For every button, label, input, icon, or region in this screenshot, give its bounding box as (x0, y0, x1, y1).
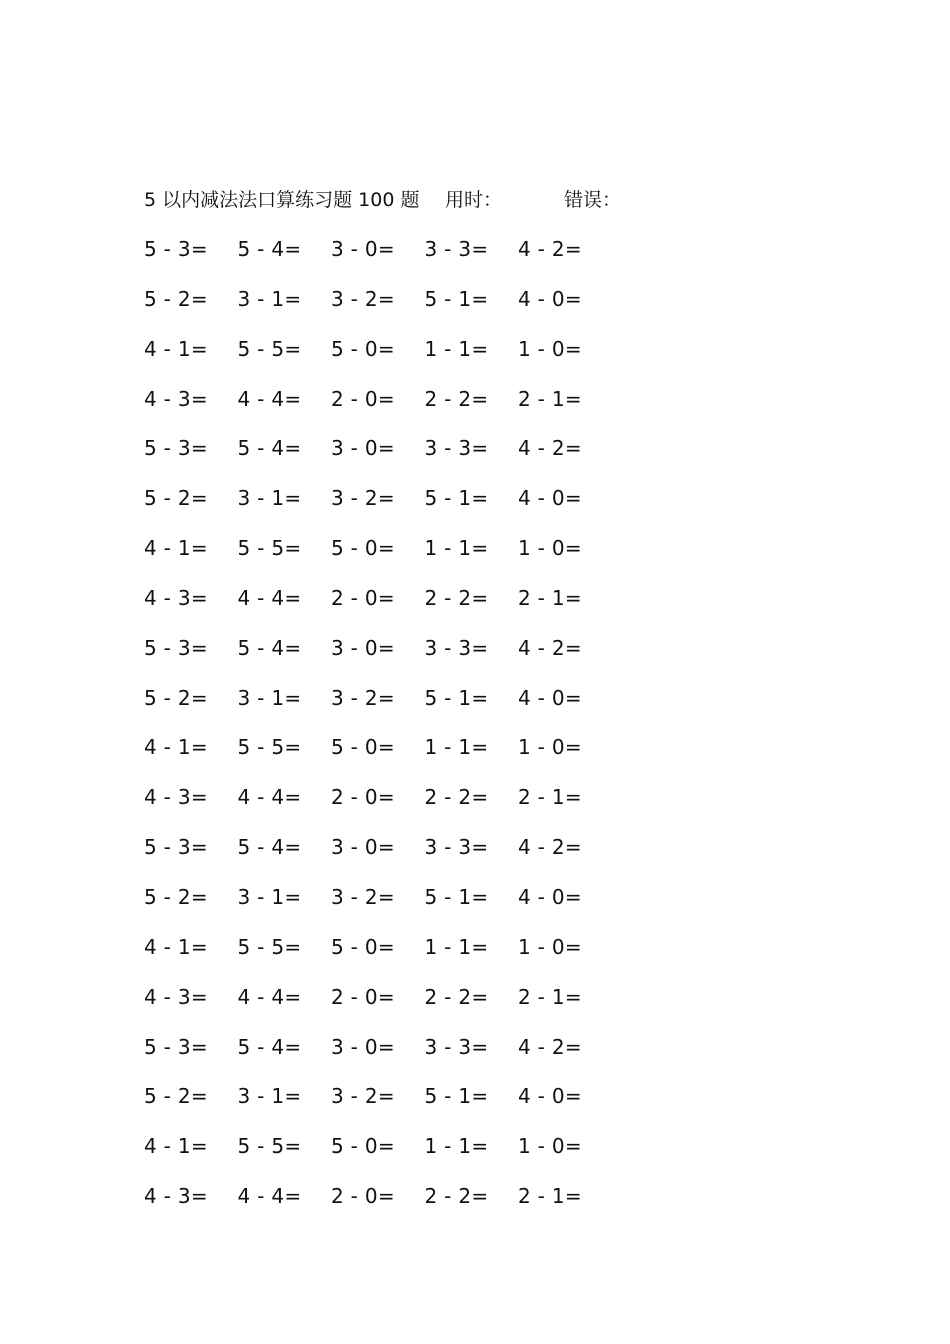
problem-row (144, 683, 744, 733)
problem-row (144, 782, 744, 832)
problem-item: 4 - 4= (237, 1184, 302, 1209)
problem-row (144, 832, 744, 882)
problem-item: 5 - 1= (424, 486, 489, 511)
problem-item: 3 - 1= (237, 486, 302, 511)
problem-item: 4 - 3= (144, 785, 208, 810)
problem-item: 3 - 2= (331, 1084, 395, 1109)
problem-item: 5 - 1= (424, 286, 489, 311)
problem-item: 5 - 1= (424, 884, 489, 909)
problem-item: 1 - 0= (518, 934, 582, 959)
problem-item: 3 - 3= (424, 835, 489, 860)
problem-item: 5 - 2= (144, 1084, 208, 1109)
problem-item: 2 - 2= (424, 785, 489, 810)
problem-item: 4 - 4= (237, 984, 302, 1009)
problem-item: 3 - 0= (331, 835, 395, 860)
problem-item: 5 - 5= (237, 536, 302, 561)
problem-row (144, 384, 744, 434)
problem-item: 4 - 2= (518, 436, 582, 461)
problem-item: 3 - 1= (237, 1084, 302, 1109)
problem-item: 2 - 0= (331, 386, 395, 411)
problem-item: 4 - 2= (518, 1034, 582, 1059)
problem-item: 3 - 2= (331, 685, 395, 710)
problem-item: 5 - 4= (237, 635, 302, 660)
problem-item: 3 - 1= (237, 884, 302, 909)
problem-item: 1 - 1= (424, 536, 489, 561)
problem-row (144, 1181, 744, 1231)
problem-item: 4 - 0= (518, 286, 582, 311)
problem-item: 5 - 2= (144, 884, 208, 909)
problem-item: 3 - 2= (331, 286, 395, 311)
problem-item: 1 - 0= (518, 1134, 582, 1159)
problem-item: 5 - 4= (237, 436, 302, 461)
problem-item: 5 - 0= (331, 336, 395, 361)
problem-item: 1 - 1= (424, 1134, 489, 1159)
problem-item: 2 - 0= (331, 785, 395, 810)
problem-row (144, 1131, 744, 1181)
problem-item: 5 - 0= (331, 934, 395, 959)
problem-item: 1 - 1= (424, 735, 489, 760)
problem-item: 4 - 0= (518, 884, 582, 909)
problem-item: 5 - 4= (237, 835, 302, 860)
problem-item: 3 - 3= (424, 237, 489, 261)
problem-item: 4 - 0= (518, 486, 582, 511)
problem-item: 2 - 1= (518, 585, 582, 610)
problem-row (144, 1032, 744, 1082)
problem-item: 4 - 3= (144, 1184, 208, 1209)
problem-item: 2 - 0= (331, 984, 395, 1009)
problem-item: 1 - 0= (518, 336, 582, 361)
problem-item: 2 - 1= (518, 785, 582, 810)
problem-row (144, 284, 744, 334)
problem-item: 1 - 1= (424, 336, 489, 361)
problem-item: 4 - 4= (237, 785, 302, 810)
problem-row (144, 932, 744, 982)
problem-row (144, 882, 744, 932)
problem-item: 3 - 2= (331, 884, 395, 909)
problem-row (144, 732, 744, 782)
worksheet-title: 5 以内减法法口算练习题 100 题 (144, 189, 420, 211)
problem-item: 4 - 3= (144, 984, 208, 1009)
problem-item: 3 - 0= (331, 1034, 395, 1059)
time-label: 用时： (445, 189, 503, 211)
problem-item: 3 - 2= (331, 486, 395, 511)
problem-item: 5 - 2= (144, 685, 208, 710)
problem-row (144, 633, 744, 683)
problem-item: 5 - 1= (424, 685, 489, 710)
problem-row (144, 234, 744, 284)
problem-item: 2 - 2= (424, 386, 489, 411)
problem-item: 2 - 2= (424, 984, 489, 1009)
problem-item: 4 - 2= (518, 237, 582, 261)
problem-grid (144, 234, 744, 1231)
problem-item: 3 - 0= (331, 237, 395, 261)
problem-item: 2 - 1= (518, 1184, 582, 1209)
problem-item: 4 - 1= (144, 536, 208, 561)
problem-item: 5 - 0= (331, 735, 395, 760)
problem-item: 4 - 3= (144, 585, 208, 610)
problem-item: 2 - 1= (518, 984, 582, 1009)
problem-item: 4 - 2= (518, 835, 582, 860)
problem-item: 5 - 0= (331, 1134, 395, 1159)
problem-item: 5 - 4= (237, 1034, 302, 1059)
problem-item: 3 - 0= (331, 635, 395, 660)
problem-item: 5 - 4= (237, 237, 302, 261)
problem-item: 1 - 0= (518, 536, 582, 561)
problem-item: 2 - 2= (424, 585, 489, 610)
problem-item: 2 - 2= (424, 1184, 489, 1209)
problem-item: 3 - 0= (331, 436, 395, 461)
problem-item: 5 - 3= (144, 635, 208, 660)
problem-row (144, 334, 744, 384)
problem-item: 4 - 0= (518, 1084, 582, 1109)
problem-item: 4 - 1= (144, 934, 208, 959)
problem-row (144, 1081, 744, 1131)
problem-row (144, 982, 744, 1032)
problem-item: 5 - 3= (144, 835, 208, 860)
worksheet-header (144, 184, 844, 216)
problem-row (144, 433, 744, 483)
problem-item: 3 - 1= (237, 286, 302, 311)
problem-item: 4 - 2= (518, 635, 582, 660)
problem-item: 5 - 0= (331, 536, 395, 561)
problem-item: 3 - 3= (424, 1034, 489, 1059)
problem-item: 2 - 0= (331, 585, 395, 610)
problem-item: 5 - 1= (424, 1084, 489, 1109)
problem-item: 1 - 1= (424, 934, 489, 959)
errors-label: 错误： (564, 189, 622, 211)
problem-item: 5 - 5= (237, 735, 302, 760)
problem-item: 5 - 3= (144, 1034, 208, 1059)
problem-item: 1 - 0= (518, 735, 582, 760)
problem-item: 3 - 1= (237, 685, 302, 710)
problem-item: 3 - 3= (424, 635, 489, 660)
problem-item: 4 - 0= (518, 685, 582, 710)
problem-item: 5 - 2= (144, 486, 208, 511)
problem-item: 4 - 4= (237, 386, 302, 411)
problem-row (144, 533, 744, 583)
problem-item: 3 - 3= (424, 436, 489, 461)
problem-item: 5 - 2= (144, 286, 208, 311)
problem-item: 5 - 5= (237, 1134, 302, 1159)
problem-item: 5 - 5= (237, 336, 302, 361)
problem-item: 5 - 5= (237, 934, 302, 959)
problem-item: 5 - 3= (144, 436, 208, 461)
problem-item: 2 - 1= (518, 386, 582, 411)
problem-item: 4 - 1= (144, 336, 208, 361)
problem-item: 4 - 1= (144, 735, 208, 760)
problem-item: 4 - 4= (237, 585, 302, 610)
problem-row (144, 483, 744, 533)
problem-item: 4 - 1= (144, 1134, 208, 1159)
problem-item: 4 - 3= (144, 386, 208, 411)
problem-row (144, 583, 744, 633)
problem-item: 2 - 0= (331, 1184, 395, 1209)
problem-item: 5 - 3= (144, 237, 208, 261)
